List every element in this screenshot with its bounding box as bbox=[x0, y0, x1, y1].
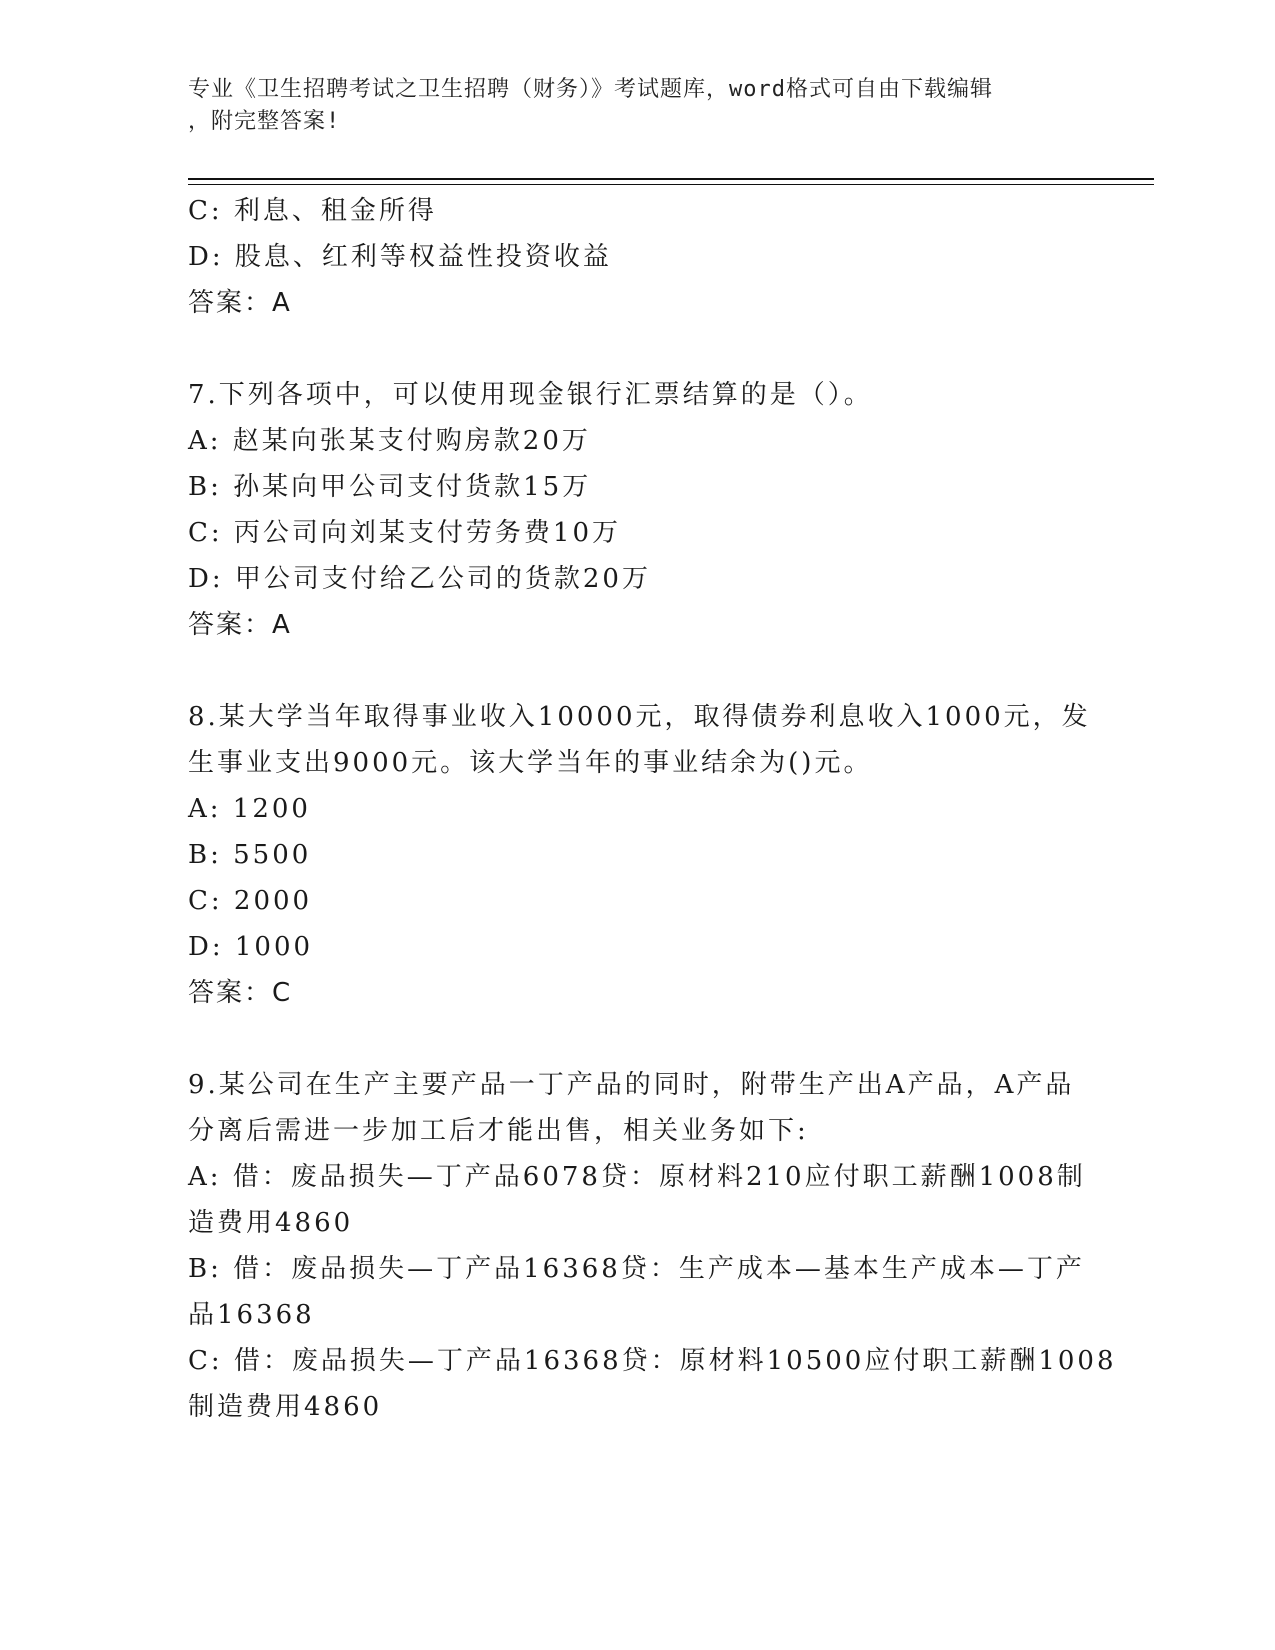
spacer bbox=[188, 1016, 1088, 1062]
spacer bbox=[188, 326, 1088, 372]
question-stem: 7.下列各项中，可以使用现金银行汇票结算的是（）。 bbox=[188, 380, 873, 410]
option-a-line-1: A: 借：废品损失—丁产品6078贷：原材料210应付职工薪酬1008制 bbox=[188, 1162, 1086, 1192]
option-d: D: 股息、红利等权益性投资收益 bbox=[188, 242, 612, 272]
option-a: A: 赵某向张某支付购房款20万 bbox=[188, 426, 591, 456]
question-content bbox=[188, 188, 1117, 1430]
option-c-line-2: 制造费用4860 bbox=[188, 1392, 383, 1422]
option-d: D: 甲公司支付给乙公司的货款20万 bbox=[188, 564, 651, 594]
option-a: A: 1200 bbox=[188, 794, 311, 824]
header-rule-thin bbox=[188, 184, 1154, 185]
question-stem-line-1: 8.某大学当年取得事业收入10000元，取得债券利息收入1000元，发 bbox=[188, 702, 1091, 732]
option-c: C: 利息、租金所得 bbox=[188, 196, 437, 226]
question-stem-line-2: 生事业支出9000元。该大学当年的事业结余为()元。 bbox=[188, 748, 873, 778]
answer-line: 答案：A bbox=[188, 288, 292, 318]
spacer bbox=[188, 648, 1088, 694]
question-stem-line-1: 9.某公司在生产主要产品一丁产品的同时，附带生产出A产品，A产品 bbox=[188, 1070, 1075, 1100]
option-c: C: 2000 bbox=[188, 886, 313, 916]
option-a-line-2: 造费用4860 bbox=[188, 1208, 354, 1238]
question-6-tail bbox=[188, 188, 1088, 326]
answer-line: 答案：C bbox=[188, 978, 293, 1008]
option-c-line-1: C: 借：废品损失—丁产品16368贷：原材料10500应付职工薪酬1008 bbox=[188, 1346, 1117, 1376]
question-9 bbox=[188, 1062, 1117, 1430]
answer-line: 答案：A bbox=[188, 610, 292, 640]
header-title-continuation: ，附完整答案! bbox=[188, 109, 341, 134]
option-d: D: 1000 bbox=[188, 932, 314, 962]
header-title-line: 专业《卫生招聘考试之卫生招聘（财务）》考试题库，word格式可自由下载编辑 bbox=[188, 77, 993, 102]
option-c: C: 丙公司向刘某支付劳务费10万 bbox=[188, 518, 622, 548]
question-8 bbox=[188, 694, 1091, 1016]
option-b-line-1: B: 借：废品损失—丁产品16368贷：生产成本—基本生产成本—丁产 bbox=[188, 1254, 1085, 1284]
header-rule-thick bbox=[188, 178, 1154, 180]
option-b: B: 孙某向甲公司支付货款15万 bbox=[188, 472, 592, 502]
page-header bbox=[188, 74, 1088, 138]
question-7 bbox=[188, 372, 1088, 648]
option-b: B: 5500 bbox=[188, 840, 312, 870]
question-stem-line-2: 分离后需进一步加工后才能出售，相关业务如下: bbox=[188, 1116, 809, 1146]
option-b-line-2: 品16368 bbox=[188, 1300, 315, 1330]
